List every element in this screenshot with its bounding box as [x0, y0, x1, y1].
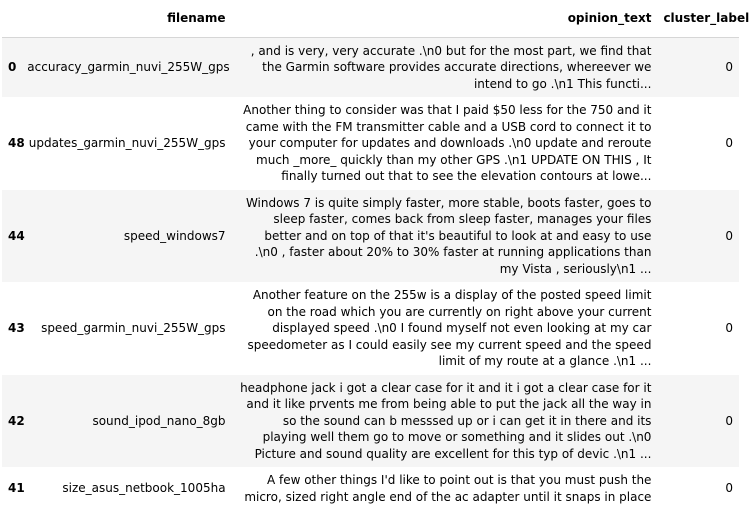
table-row [2, 97, 739, 190]
row-index: 43 [8, 321, 25, 335]
cluster-label-cell: 0 [725, 321, 733, 335]
cluster-label-header: cluster_label [657, 0, 739, 37]
filename-cell: accuracy_garmin_nuvi_255W_gps [27, 60, 230, 74]
table-row [2, 37, 739, 97]
cluster-label-cell: 0 [725, 413, 733, 428]
filename-cell: sound_ipod_nano_8gb [92, 413, 226, 428]
header-row [2, 0, 739, 37]
row-index: 41 [8, 481, 25, 496]
row-index: 0 [8, 60, 17, 74]
table-row [2, 467, 739, 510]
opinion-text-cell: headphone jack i got a clear case for it and it i got a clear case for it and it like prvents me from being able to put the jack all the way in so the sound can b messsed up or i can get it in there and its playing well them go to move or something and it slides out .\n0 Picture and sound quality are excellent for this typ of devic .\n1 ... [240, 380, 652, 461]
filename-cell: speed_windows7 [123, 228, 226, 243]
table-row [2, 282, 739, 375]
table-row [2, 375, 739, 468]
table-body [2, 37, 739, 510]
opinion-text-cell: Another thing to consider was that I paid $50 less for the 750 and it came with the FM transmitter cable and a USB cord to connect it to your computer for updates and downloads .\n0 update and reroute much _more_ quickly than my other GPS .\n1 UPDATE ON THIS , It finally turned out that to see the elevation contours at lowe... [243, 103, 652, 183]
opinion-text-cell: , and is very, very accurate .\n0 but for the most part, we find that the Garmin software provides accurate directions, whereever we intend to go .\n1 This functi... [250, 43, 652, 91]
opinion-text-cell: Another feature on the 255w is a display of the posted speed limit on the road which you are currently on right above your current displayed speed .\n0 I found myself not even looking at my car speedometer as I could easily see my current speed and the speed limit of my route at a glance .\n1 ... [247, 288, 652, 368]
row-index: 42 [8, 413, 25, 428]
filename-cell: speed_garmin_nuvi_255W_gps [41, 321, 226, 335]
opinion-text-header: opinion_text [232, 0, 658, 37]
index-header [2, 0, 21, 37]
cluster-label-cell: 0 [725, 228, 733, 243]
opinion-text-cell: Windows 7 is quite simply faster, more stable, boots faster, goes to sleep faster, comes back from sleep faster, manages your files better and on top of that it's beautiful to look at and easy to use .\n0 , faster about 20% to 30% faster at running applications than my Vista , seriously\n1 ... [245, 195, 652, 276]
filename-cell: size_asus_netbook_1005ha [62, 481, 226, 496]
table-header [2, 0, 749, 37]
cluster-label-cell: 0 [725, 136, 733, 150]
filename-cell: updates_garmin_nuvi_255W_gps [28, 136, 226, 150]
opinion-text-cell: A few other things I'd like to point out is that you must push the micro, sized right angle end of the ac adapter until it snaps in place [244, 473, 652, 504]
table-row [2, 190, 739, 283]
row-index: 48 [8, 136, 25, 150]
cluster-label-cell: 0 [725, 481, 733, 496]
row-index: 44 [8, 228, 25, 243]
dataframe-table [2, 0, 749, 510]
cluster-label-cell: 0 [725, 60, 733, 74]
filename-header: filename [21, 0, 231, 37]
